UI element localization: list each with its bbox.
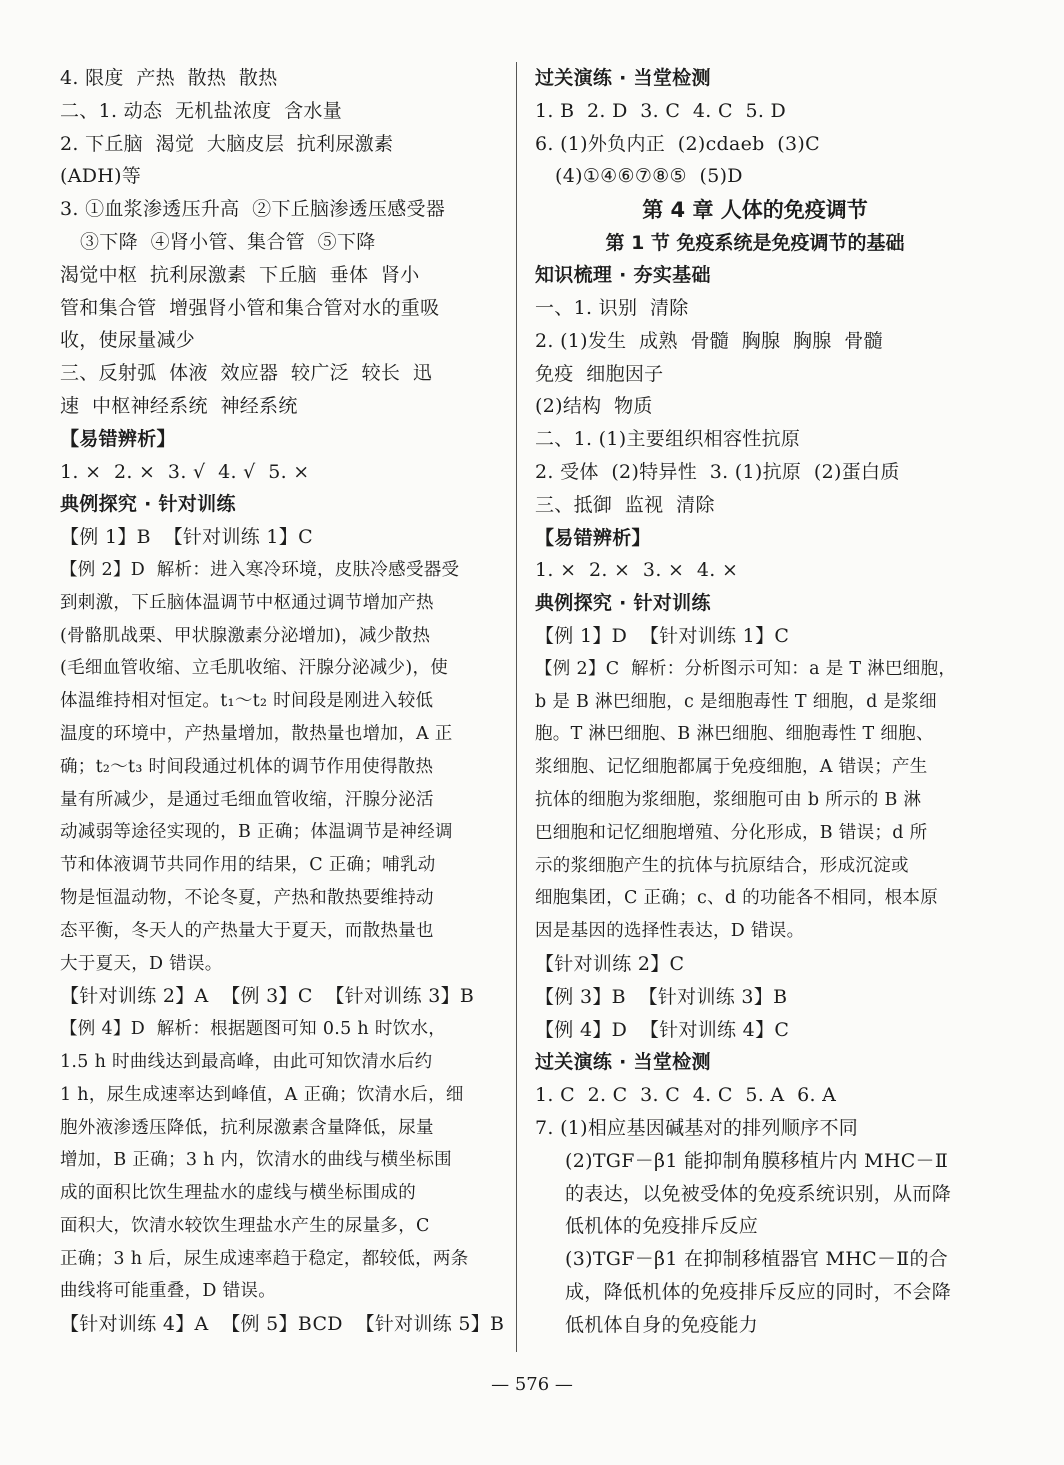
left-text-line: 物是恒温动物，不论冬夏，产热和散热要维持动 — [60, 887, 434, 908]
right-text-line: (2)TGF－β1 能抑制角膜移植片内 MHC－Ⅱ — [565, 1149, 949, 1172]
left-text-line: 成的面积比饮生理盐水的虚线与横坐标围成的 — [60, 1183, 416, 1204]
left-text-line: 1 h，尿生成速率达到峰值，A 正确；饮清水后，细 — [60, 1084, 464, 1105]
right-text-line: 第 1 节 免疫系统是免疫调节的基础 — [605, 232, 905, 255]
right-text-line: 知识梳理 · 夯实基础 — [535, 264, 711, 287]
left-text-line: ③下降 ④肾小管、集合管 ⑤下降 — [80, 230, 376, 253]
left-text-line: 增加，B 正确；3 h 内，饮清水的曲线与横坐标围 — [60, 1150, 452, 1171]
left-text-line: 大于夏天，D 错误。 — [60, 953, 223, 974]
right-text-line: 三、抵御 监视 清除 — [535, 493, 715, 516]
right-text-line: 第 4 章 人体的免疫调节 — [642, 198, 868, 223]
left-text-line: (骨骼肌战栗、甲状腺激素分泌增加)，减少散热 — [60, 625, 431, 646]
left-text-line: 【例 2】D 解析：进入寒冷环境，皮肤冷感受器受 — [60, 559, 460, 580]
right-text-line: 一、1. 识别 清除 — [535, 296, 689, 319]
left-text-line: 【例 1】B 【针对训练 1】C — [60, 526, 313, 549]
left-text-line: 态平衡，冬天人的产热量大于夏天，而散热量也 — [60, 920, 434, 941]
left-text-line: 二、1. 动态 无机盐浓度 含水量 — [60, 99, 343, 122]
right-text-line: 巴细胞和记忆细胞增殖、分化形成，B 错误；d 所 — [535, 822, 928, 843]
right-text-line: (4)①④⑥⑦⑧⑤ (5)D — [555, 165, 743, 188]
left-text-line: 4. 限度 产热 散热 散热 — [60, 67, 278, 89]
left-text-line: 【针对训练 4】A 【例 5】BCD 【针对训练 5】B — [60, 1313, 505, 1336]
right-text-line: 【针对训练 2】C — [535, 952, 685, 975]
left-text-line: 1. × 2. × 3. √ 4. √ 5. × — [60, 460, 310, 483]
right-text-line: 抗体的细胞为浆细胞，浆细胞可由 b 所示的 B 淋 — [535, 789, 922, 810]
column-divider — [516, 62, 517, 1352]
right-text-line: 【例 1】D 【针对训练 1】C — [535, 624, 790, 647]
right-text-line: 示的浆细胞产生的抗体与抗原结合，形成沉淀或 — [535, 855, 909, 876]
right-text-line: 2. (1)发生 成熟 骨髓 胸腺 胸腺 骨髓 — [535, 329, 883, 352]
left-text-line: 渴觉中枢 抗利尿激素 下丘脑 垂体 肾小 — [60, 263, 420, 286]
right-text-line: 过关演练 · 当堂检测 — [535, 1051, 711, 1074]
right-text-line: 1. B 2. D 3. C 4. C 5. D — [535, 99, 787, 122]
left-text-line: 【易错辨析】 — [60, 427, 176, 450]
right-text-line: 过关演练 · 当堂检测 — [535, 67, 711, 89]
left-text-line: 体温维持相对恒定。t₁～t₂ 时间段是刚进入较低 — [60, 691, 434, 712]
left-text-line: (毛细血管收缩、立毛肌收缩、汗腺分泌减少)，使 — [60, 658, 449, 679]
left-text-line: 面积大，饮清水较饮生理盐水产生的尿量多，C — [60, 1215, 430, 1236]
right-text-line: 浆细胞、记忆细胞都属于免疫细胞，A 错误；产生 — [535, 757, 928, 778]
left-text-line: 温度的环境中，产热量增加，散热量也增加，A 正 — [60, 723, 453, 744]
left-text-line: 速 中枢神经系统 神经系统 — [60, 394, 298, 417]
right-text-line: 成，降低机体的免疫排斥反应的同时，不会降 — [565, 1280, 952, 1303]
left-text-line: 节和体液调节共同作用的结果，C 正确；哺乳动 — [60, 855, 436, 876]
right-text-line: 因是基因的选择性表达，D 错误。 — [535, 921, 805, 942]
left-text-line: 2. 下丘脑 渴觉 大脑皮层 抗利尿激素 — [60, 132, 394, 155]
right-text-line: 【例 2】C 解析：分析图示可知：a 是 T 淋巴细胞， — [535, 658, 957, 679]
right-text-line: 【例 3】B 【针对训练 3】B — [535, 985, 788, 1008]
right-text-line: 【易错辨析】 — [535, 526, 651, 549]
right-text-line: 1. × 2. × 3. × 4. × — [535, 559, 739, 582]
left-text-line: 管和集合管 增强肾小管和集合管对水的重吸 — [60, 296, 440, 319]
right-text-line: 7. (1)相应基因碱基对的排列顺序不同 — [535, 1116, 859, 1139]
right-text-line: 细胞集团，C 正确；c、d 的功能各不相同，根本原 — [535, 888, 939, 909]
left-text-line: 确；t₂～t₃ 时间段通过机体的调节作用使得散热 — [60, 756, 434, 777]
right-text-line: 【例 4】D 【针对训练 4】C — [535, 1018, 790, 1041]
left-column — [60, 62, 505, 1341]
right-text-line: 胞。T 淋巴细胞、B 淋巴细胞、细胞毒性 T 细胞、 — [535, 724, 934, 745]
left-text-line: 【针对训练 2】A 【例 3】C 【针对训练 3】B — [60, 985, 475, 1008]
left-text-line: (ADH)等 — [60, 165, 142, 188]
left-text-line: 动减弱等途径实现的，B 正确；体温调节是神经调 — [60, 822, 453, 843]
right-column — [535, 62, 975, 1341]
right-text-line: 的表达，以免被受体的免疫系统识别，从而降 — [565, 1182, 952, 1205]
right-text-line: 低机体的免疫排斥反应 — [565, 1215, 759, 1238]
left-text-line: 三、反射弧 体液 效应器 较广泛 较长 迅 — [60, 362, 433, 385]
left-text-line: 收，使尿量减少 — [60, 329, 196, 352]
right-text-line: (3)TGF－β1 在抑制移植器官 MHC－Ⅱ的合 — [565, 1248, 949, 1271]
left-text-line: 正确；3 h 后，尿生成速率趋于稳定，都较低，两条 — [60, 1248, 469, 1269]
left-text-line: 量有所减少，是通过毛细血管收缩，汗腺分泌活 — [60, 789, 434, 810]
right-text-line: 免疫 细胞因子 — [535, 362, 664, 385]
left-text-line: 【例 4】D 解析：根据题图可知 0.5 h 时饮水， — [60, 1019, 447, 1040]
page-number: — 576 — — [491, 1374, 573, 1395]
right-text-line: 1. C 2. C 3. C 4. C 5. A 6. A — [535, 1084, 837, 1107]
right-text-line: 2. 受体 (2)特异性 3. (1)抗原 (2)蛋白质 — [535, 460, 900, 483]
left-text-line: 曲线将可能重叠，D 错误。 — [60, 1281, 276, 1302]
left-text-line: 典例探究 · 针对训练 — [60, 493, 236, 516]
left-text-line: 到刺激，下丘脑体温调节中枢通过调节增加产热 — [60, 592, 434, 613]
left-text-line: 胞外液渗透压降低，抗利尿激素含量降低，尿量 — [60, 1117, 434, 1138]
right-text-line: 6. (1)外负内正 (2)cdaeb (3)C — [535, 132, 820, 155]
right-text-line: (2)结构 物质 — [535, 395, 653, 418]
right-text-line: 二、1. (1)主要组织相容性抗原 — [535, 428, 801, 451]
left-text-line: 3. ①血浆渗透压升高 ②下丘脑渗透压感受器 — [60, 198, 446, 221]
left-text-line: 1.5 h 时曲线达到最高峰，由此可知饮清水后约 — [60, 1051, 433, 1072]
right-text-line: b 是 B 淋巴细胞，c 是细胞毒性 T 细胞，d 是浆细 — [535, 691, 937, 712]
right-text-line: 典例探究 · 针对训练 — [535, 592, 711, 615]
right-text-line: 低机体自身的免疫能力 — [565, 1313, 759, 1336]
